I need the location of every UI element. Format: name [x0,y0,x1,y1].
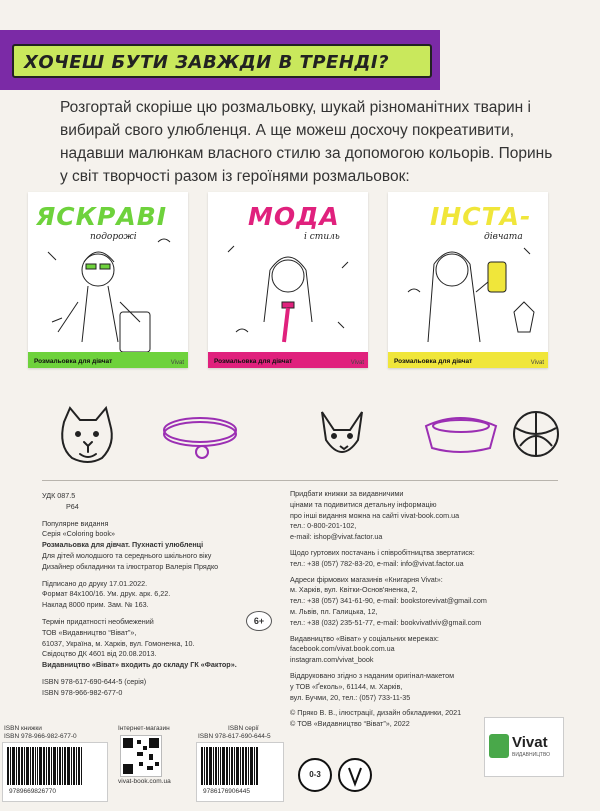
book-covers [28,192,548,370]
isbn-book-label: ISBN книжки [4,725,42,732]
print-run: Наклад 8000 прим. Зам. № 163. [42,600,149,610]
isbn-series-number: ISBN 978-617-690-644-5 [198,733,271,740]
company: ТОВ «Видавництво “Віват”», [42,627,137,637]
cover-strip-text: Розмальовка для дівчат [394,358,473,365]
copyright-2: © ТОВ «Видавництво “Віват”», 2022 [290,719,410,729]
cover-publisher: Vivat [170,360,184,366]
copyright-1: © Пряко В. В., ілюстрації, дизайн обкладинки, 2021 [290,708,462,718]
buy-info-2: цінами та подивитися детальну інформацію [290,499,437,509]
store-2-contact: тел.: +38 (032) 235-51-77, e-mail: bookvivatlviv@gmail.com [290,617,482,627]
cover-title: ЯСКРАВІ [36,202,168,231]
cover-subtitle: дівчата [484,232,523,242]
cover-fashion-style[interactable] [208,192,368,368]
pet-bowl-doodle [426,418,496,452]
vivat-logo [484,717,564,777]
signed: Підписано до друку 17.01.2022. [42,578,148,588]
cover-title: МОДА [248,202,340,231]
printed-2: у ТОВ «Ґеколь», 61144, м. Харків, [290,681,403,691]
barcode-book-digits: 9789669826770 [9,788,56,795]
store-1-address: м. Харків, вул. Квітки-Основ'яненка, 2, [290,585,418,595]
cover-publisher: Vivat [350,360,364,366]
certification-icon [338,758,372,792]
email: e-mail: ishop@vivat.factor.ua [290,532,383,542]
certificate: Свідоцтво ДК 4601 від 20.08.2013. [42,649,157,659]
isbn-book-number: ISBN 978-966-982-677-0 [4,733,77,740]
barcode-series [196,742,284,802]
store-url[interactable]: vivat-book.com.ua [118,778,171,785]
stores-title: Адреси фірмових магазинів «Книгарня Vivat»: [290,574,443,584]
catalog-code: Р64 [66,501,79,511]
series: Серія «Coloring book» [42,529,116,539]
cover-strip-text: Розмальовка для дівчат [214,358,293,365]
collar-doodle [164,418,236,458]
certification-icon-graphic [340,760,370,790]
printed-3: вул. Бучми, 20, тел.: (057) 733-11-35 [290,692,411,702]
series-intro: Популярне видання [42,518,109,528]
cover-insta-girls[interactable] [388,192,548,368]
divider [42,480,558,481]
cover-subtitle: і стиль [304,232,340,242]
age-warning-icon: 0-3 [298,758,332,792]
contacts-column [290,489,560,730]
leaf-icon [489,734,509,758]
store-2-address: м. Львів, пл. Галицька, 12, [290,606,378,616]
banner-title: ХОЧЕШ БУТИ ЗАВЖДИ В ТРЕНДІ? [12,44,432,78]
age-rating-badge: 6+ [246,611,272,631]
format: Формат 84х100/16. Ум. друк. арк. 6,22. [42,589,171,599]
cover-publisher: Vivat [530,360,544,366]
store-1-contact: тел.: +38 (057) 341-61-90, e-mail: bookstorevivat@gmail.com [290,596,487,606]
buy-info-3: про інші видання можна на сайті vivat-book.com.ua [290,510,460,520]
intro-text: Розгортай скоріше цю розмальовку, шукай різноманітних тварин і вибирай свого улюбленця. А ще можеш досхочу покреативити, надавши малюнкам власного стилю за допомогою кольорів. Поринь у світ творчості разом із героїнями розмальовок: [60,99,553,185]
address: 61037, Україна, м. Харків, вул. Гомоненка, 10. [42,638,195,648]
pet-doodles [40,400,560,470]
isbn-series: ISBN 978-617-690-644-5 (серія) [42,676,147,686]
cat-face-doodle [62,408,112,462]
barcode-series-digits: 9786176906445 [203,788,250,795]
barcode-bars [7,747,82,785]
buy-info-1: Придбати книжки за видавничими [290,489,404,498]
validity: Термін придатності необмежений [42,616,154,626]
wholesale-title: Щодо гуртових постачань і співробітництва звертатися: [290,547,475,557]
cover-title: ІНСТА- [430,202,532,231]
group: Видавництво «Віват» входить до складу ГК «Фактор». [42,660,237,670]
isbn-book: ISBN 978-966-982-677-0 [42,687,123,697]
wholesale-contact: тел.: +38 (057) 782-83-20, e-mail: info@vivat.factor.ua [290,558,464,568]
cover-bright-trips[interactable] [28,192,188,368]
store-label: Інтернет-магазин [118,725,170,732]
qr-code[interactable] [120,735,162,777]
audience: Для дітей молодшого та середнього шкільного віку [42,550,212,560]
ball-doodle [514,412,558,456]
printed-1: Віддруковано згідно з наданим оригінал-макетом [290,670,455,680]
credits: Дизайнер обкладинки та ілюстратор Валерія Прядко [42,561,219,571]
barcode-bars [201,747,258,785]
phone: тел.: 0-800-201-102, [290,521,357,531]
instagram-link[interactable]: instagram.com/vivat_book [290,655,374,665]
imprint-column [42,491,282,699]
cover-strip-text: Розмальовка для дівчат [34,358,113,365]
publisher-sub: ВИДАВНИЦТВО [512,752,551,758]
qr-code-graphic [121,736,161,776]
barcode-book [2,742,108,802]
isbn-series-label: ISBN серії [228,725,259,732]
udk: УДК 087.5 [42,491,76,500]
facebook-link[interactable]: facebook.com/vivat.book.com.ua [290,644,395,654]
cover-subtitle: подорожі [90,232,137,242]
publisher-name: Vivat [512,734,548,751]
dog-face-doodle [322,412,362,452]
book-title: Розмальовка для дівчат. Пухнасті улюбленці [42,540,204,550]
social-title: Видавництво «Віват» у соціальних мережах: [290,633,439,643]
